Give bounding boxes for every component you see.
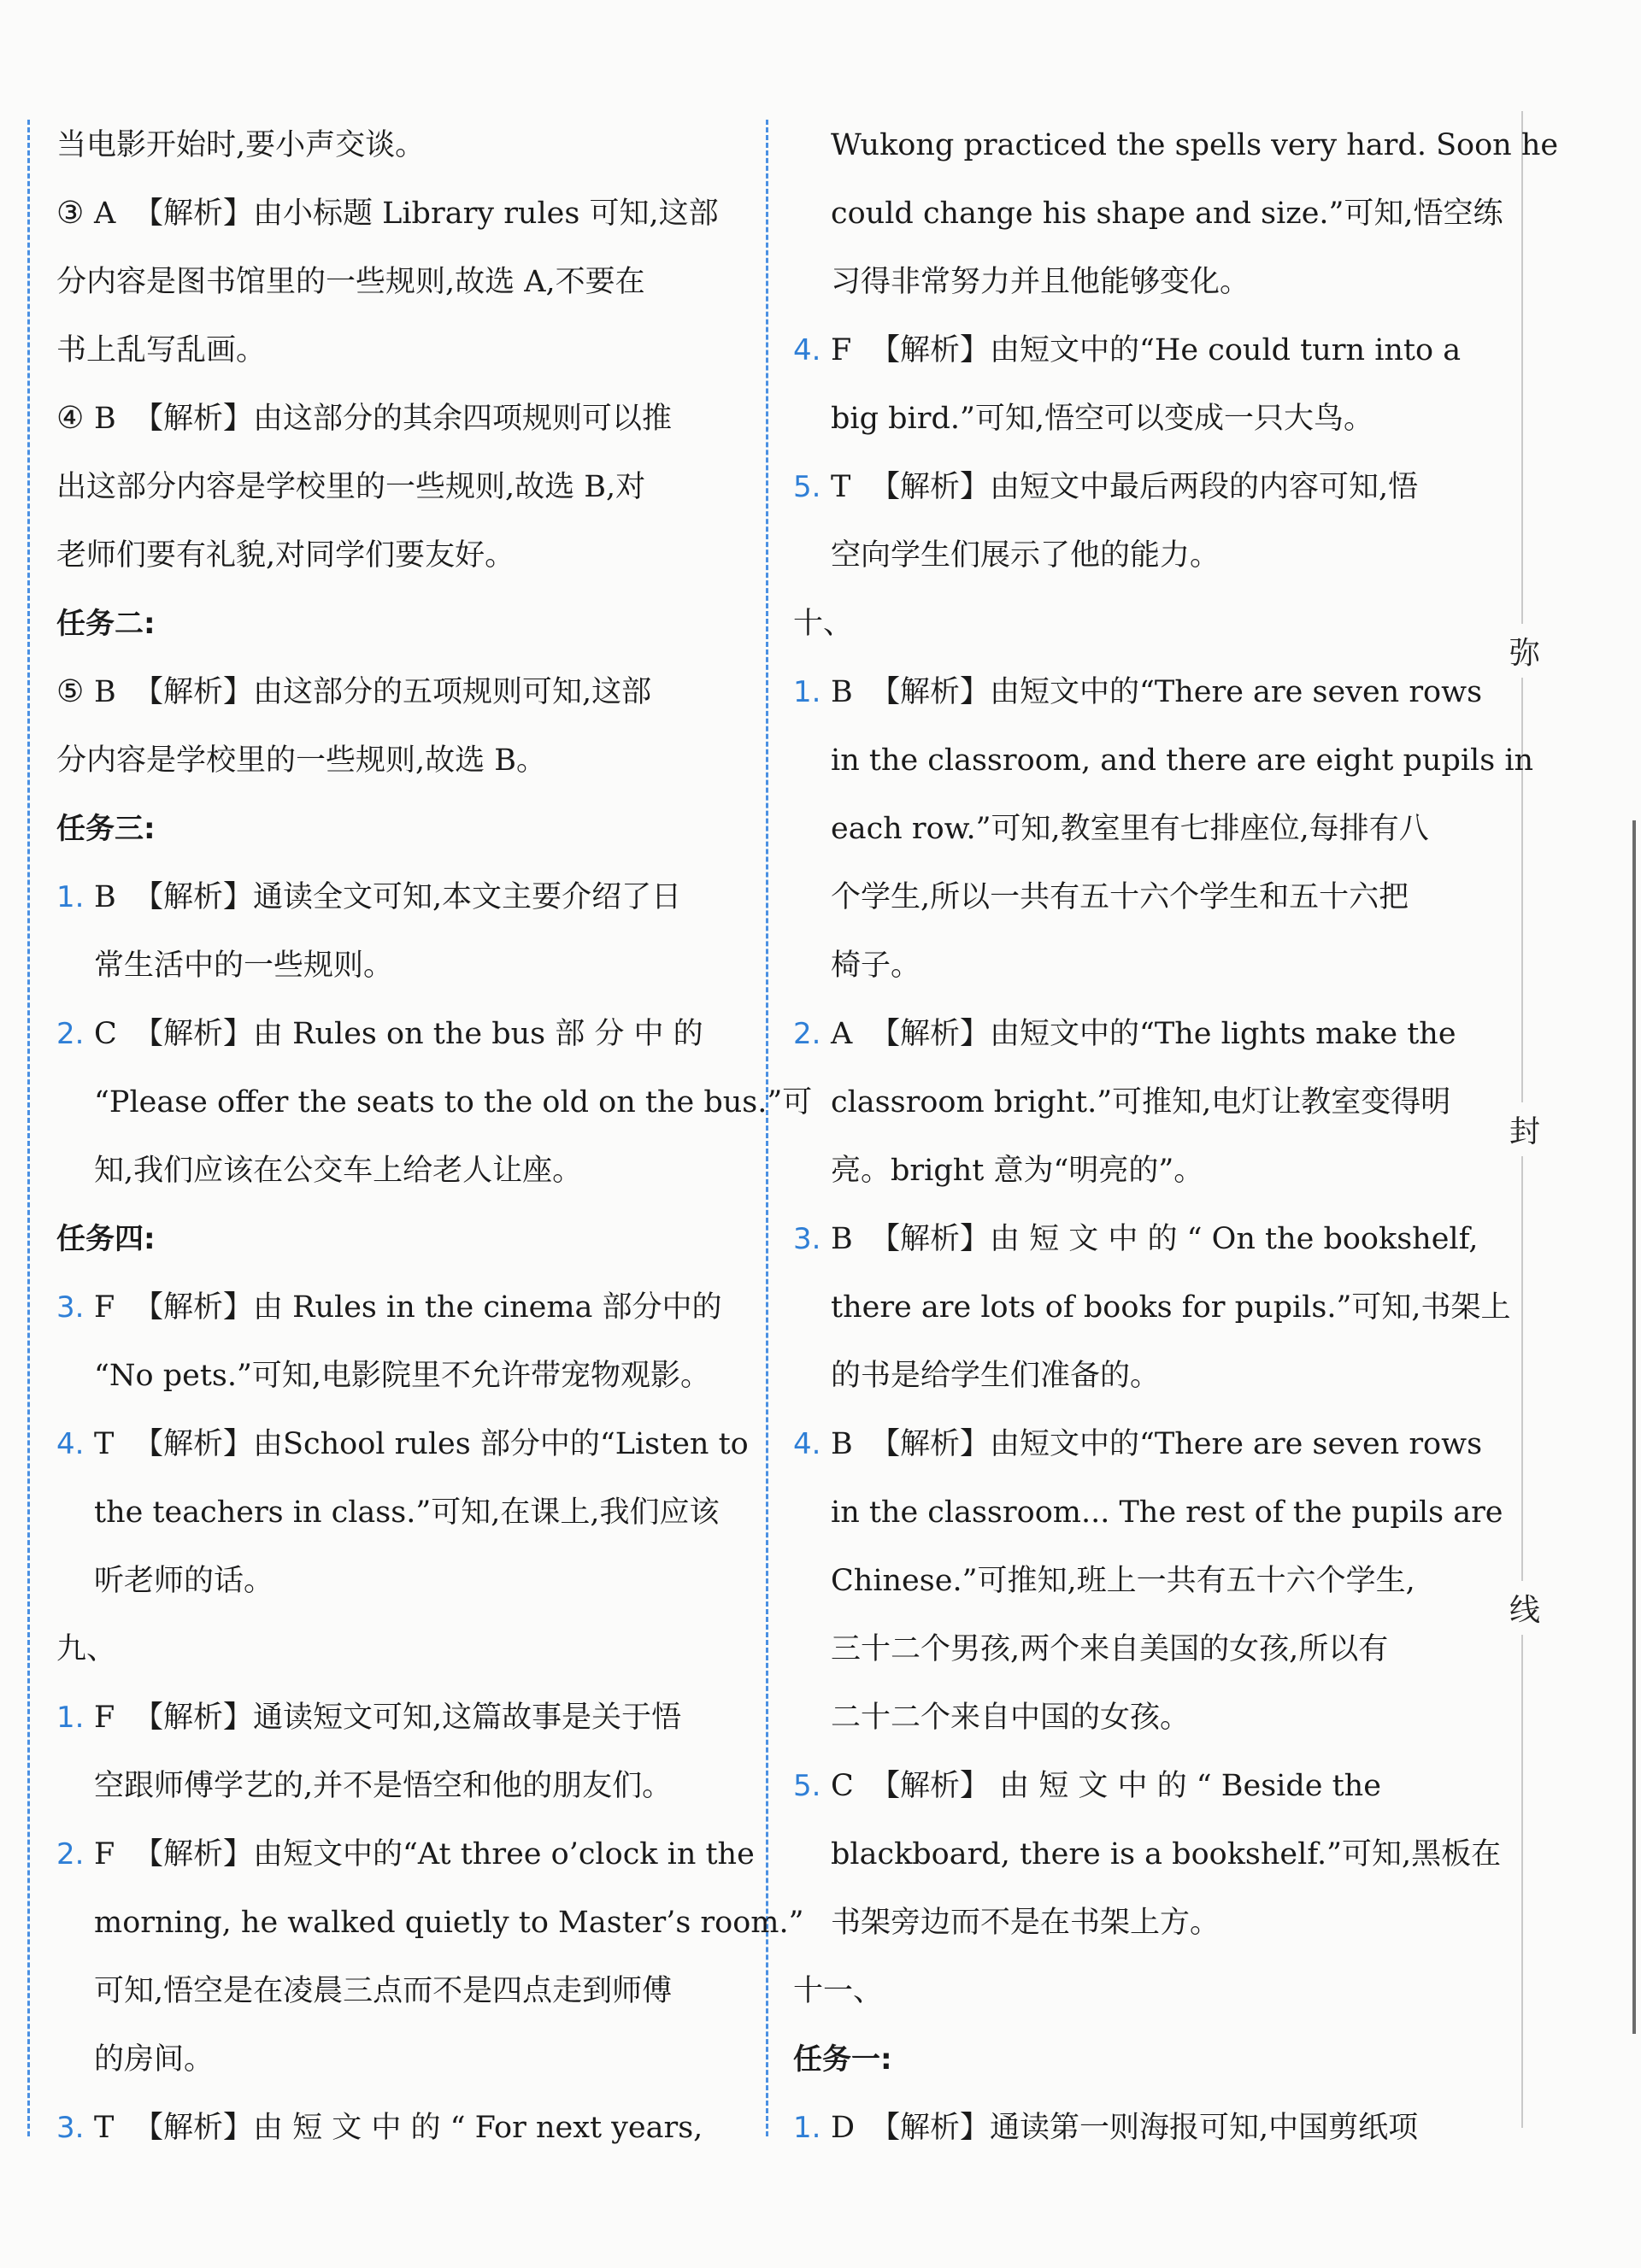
answer-text-line: 分内容是图书馆里的一些规则,故选 A,不要在 xyxy=(56,265,645,299)
answer-letter: B xyxy=(831,675,853,709)
explanation-text: 【解析】由 Rules on the bus 部 分 中 的 xyxy=(133,1017,703,1051)
answer-continuation-line: 书架旁边而不是在书架上方。 xyxy=(831,1906,1220,1940)
part-heading: 九、 xyxy=(56,1632,117,1666)
answer-continuation-line: 可知,悟空是在凌晨三点而不是四点走到师傅 xyxy=(94,1974,673,2008)
right-column xyxy=(793,111,1559,2162)
answer-text-line: 当电影开始时,要小声交谈。 xyxy=(56,128,426,162)
left-margin-dashed-line xyxy=(27,120,30,2136)
answer-letter: A xyxy=(94,197,116,231)
answer-continuation-line: 二十二个来自中国的女孩。 xyxy=(831,1701,1191,1735)
answer-item xyxy=(56,179,732,248)
answer-continuation-line: 三十二个男孩,两个来自美国的女孩,所以有 xyxy=(831,1632,1389,1666)
answer-item xyxy=(793,1752,1468,1820)
answer-item xyxy=(793,2094,1468,2162)
answer-item xyxy=(56,1273,732,1342)
answer-item xyxy=(793,1410,1483,1478)
question-number: 4. xyxy=(56,1427,85,1461)
explanation-text: 【解析】由 Rules in the cinema 部分中的 xyxy=(133,1290,722,1325)
answer-continuation-line: 常生活中的一些规则。 xyxy=(94,949,394,983)
explanation-text: 【解析】由短文中的“There are seven rows xyxy=(870,1427,1483,1461)
answer-continuation-line: blackboard, there is a bookshelf.”可知,黑板在 xyxy=(831,1837,1502,1871)
answer-continuation-line: 椅子。 xyxy=(831,949,921,983)
part-heading: 十、 xyxy=(793,607,854,641)
question-number: 2. xyxy=(56,1017,85,1051)
answer-item xyxy=(793,1205,1479,1273)
answer-item xyxy=(56,1820,755,1889)
answer-letter: B xyxy=(831,1427,853,1461)
explanation-text: 【解析】由School rules 部分中的“Listen to xyxy=(133,1427,749,1461)
answer-continuation-line: 习得非常努力并且他能够变化。 xyxy=(831,265,1250,299)
answer-item xyxy=(56,2094,732,2162)
section-heading: 任务四: xyxy=(56,1222,156,1256)
answer-text-line: 分内容是学校里的一些规则,故选 B。 xyxy=(56,743,546,778)
answer-text-line: 书上乱写乱画。 xyxy=(56,333,267,367)
explanation-text: 【解析】由这部分的其余四项规则可以推 xyxy=(133,402,673,436)
answer-continuation-line: big bird.”可知,悟空可以变成一只大鸟。 xyxy=(831,402,1374,436)
answer-letter: T xyxy=(94,1427,115,1461)
answer-continuation-line: there are lots of books for pupils.”可知,书架上 xyxy=(831,1290,1511,1325)
question-number: 4. xyxy=(793,1427,821,1461)
explanation-text: 【解析】由这部分的五项规则可知,这部 xyxy=(133,675,652,709)
answer-letter: B xyxy=(94,880,116,914)
circled-number: ⑤ xyxy=(56,674,85,709)
answer-continuation-line: 听老师的话。 xyxy=(94,1564,274,1598)
answer-item xyxy=(793,453,1468,521)
answer-continuation-line: the teachers in class.”可知,在课上,我们应该 xyxy=(94,1495,720,1530)
question-number: 1. xyxy=(793,675,821,709)
section-heading: 任务二: xyxy=(56,607,156,641)
explanation-text: 【解析】由 短 文 中 的 “ On the bookshelf, xyxy=(870,1222,1479,1256)
section-heading: 任务一: xyxy=(793,2042,892,2077)
answer-continuation-line: 知,我们应该在公交车上给老人让座。 xyxy=(94,1154,583,1188)
answer-item xyxy=(793,1000,1468,1068)
answer-text-line: 出这部分内容是学校里的一些规则,故选 B,对 xyxy=(56,470,646,504)
answer-item xyxy=(793,316,1468,385)
explanation-text: 【解析】由短文中的“He could turn into a xyxy=(870,333,1462,367)
answer-continuation-line: 的房间。 xyxy=(94,2042,215,2077)
answer-letter: T xyxy=(831,470,851,504)
question-number: 3. xyxy=(793,1222,821,1256)
answer-letter: B xyxy=(831,1222,853,1256)
explanation-text: 【解析】通读全文可知,本文主要介绍了日 xyxy=(133,880,682,914)
part-heading: 十一、 xyxy=(793,1974,884,2008)
answer-continuation-line: classroom bright.”可推知,电灯让教室变得明 xyxy=(831,1085,1451,1119)
question-number: 1. xyxy=(56,1701,85,1735)
question-number: 2. xyxy=(793,1017,821,1051)
answer-continuation-line: Wukong practiced the spells very hard. Soon he xyxy=(831,128,1559,162)
answer-letter: B xyxy=(94,402,116,436)
answer-letter: F xyxy=(831,333,852,367)
answer-continuation-line: each row.”可知,教室里有七排座位,每排有八 xyxy=(831,812,1429,846)
answer-item xyxy=(56,385,732,453)
binding-char-mi: 弥 xyxy=(1508,624,1542,678)
answer-letter: T xyxy=(94,2111,115,2145)
answer-letter: B xyxy=(94,675,116,709)
answer-text-line: 老师们要有礼貌,对同学们要友好。 xyxy=(56,538,515,573)
answer-continuation-line: could change his shape and size.”可知,悟空练 xyxy=(831,197,1503,231)
answer-letter: F xyxy=(94,1837,115,1871)
answer-item xyxy=(56,863,732,931)
explanation-text: 【解析】 由 短 文 中 的 “ Beside the xyxy=(870,1769,1381,1803)
section-heading: 任务三: xyxy=(56,812,156,846)
answer-letter: D xyxy=(831,2111,856,2145)
answer-item xyxy=(56,1410,749,1478)
answer-item xyxy=(793,658,1483,726)
question-number: 4. xyxy=(793,333,821,367)
explanation-text: 【解析】通读短文可知,这篇故事是关于悟 xyxy=(133,1701,682,1735)
circled-number: ④ xyxy=(56,401,85,436)
answer-continuation-line: 的书是给学生们准备的。 xyxy=(831,1359,1161,1393)
explanation-text: 【解析】由短文中的“There are seven rows xyxy=(870,675,1483,709)
answer-item xyxy=(56,658,732,726)
question-number: 3. xyxy=(56,2111,85,2145)
answer-continuation-line: morning, he walked quietly to Master’s room.” xyxy=(94,1906,804,1940)
question-number: 5. xyxy=(793,470,821,504)
binding-char-xian: 线 xyxy=(1508,1581,1542,1635)
answer-continuation-line: in the classroom... The rest of the pupils are xyxy=(831,1495,1503,1530)
question-number: 5. xyxy=(793,1769,821,1803)
explanation-text: 【解析】由小标题 Library rules 可知,这部 xyxy=(133,197,719,231)
answer-letter: F xyxy=(94,1290,115,1325)
binding-char-feng: 封 xyxy=(1508,1102,1542,1156)
left-column xyxy=(56,111,813,2162)
explanation-text: 【解析】通读第一则海报可知,中国剪纸项 xyxy=(870,2111,1419,2145)
answer-letter: C xyxy=(94,1017,117,1051)
answer-continuation-line: “Please offer the seats to the old on the bus.”可 xyxy=(94,1085,813,1119)
answer-continuation-line: in the classroom, and there are eight pupils in xyxy=(831,743,1534,778)
answer-letter: C xyxy=(831,1769,854,1803)
answer-item xyxy=(56,1683,732,1752)
answer-continuation-line: 个学生,所以一共有五十六个学生和五十六把 xyxy=(831,880,1409,914)
question-number: 1. xyxy=(793,2111,821,2145)
question-number: 2. xyxy=(56,1837,85,1871)
answer-continuation-line: 空跟师傅学艺的,并不是悟空和他的朋友们。 xyxy=(94,1769,673,1803)
question-number: 3. xyxy=(56,1290,85,1325)
answer-continuation-line: “No pets.”可知,电影院里不允许带宠物观影。 xyxy=(94,1359,711,1393)
explanation-text: 【解析】由短文中的“At three o’clock in the xyxy=(133,1837,755,1871)
explanation-text: 【解析】由短文中最后两段的内容可知,悟 xyxy=(870,470,1419,504)
answer-item xyxy=(56,1000,732,1068)
binding-edge-shadow xyxy=(1632,820,1636,2034)
answer-continuation-line: 亮。bright 意为“明亮的”。 xyxy=(831,1154,1204,1188)
answer-letter: F xyxy=(94,1701,115,1735)
answer-letter: A xyxy=(831,1017,853,1051)
explanation-text: 【解析】由 短 文 中 的 “ For next years, xyxy=(133,2111,703,2145)
circled-number: ③ xyxy=(56,196,85,231)
answer-continuation-line: 空向学生们展示了他的能力。 xyxy=(831,538,1220,573)
question-number: 1. xyxy=(56,880,85,914)
explanation-text: 【解析】由短文中的“The lights make the xyxy=(870,1017,1456,1051)
answer-continuation-line: Chinese.”可推知,班上一共有五十六个学生, xyxy=(831,1564,1415,1598)
